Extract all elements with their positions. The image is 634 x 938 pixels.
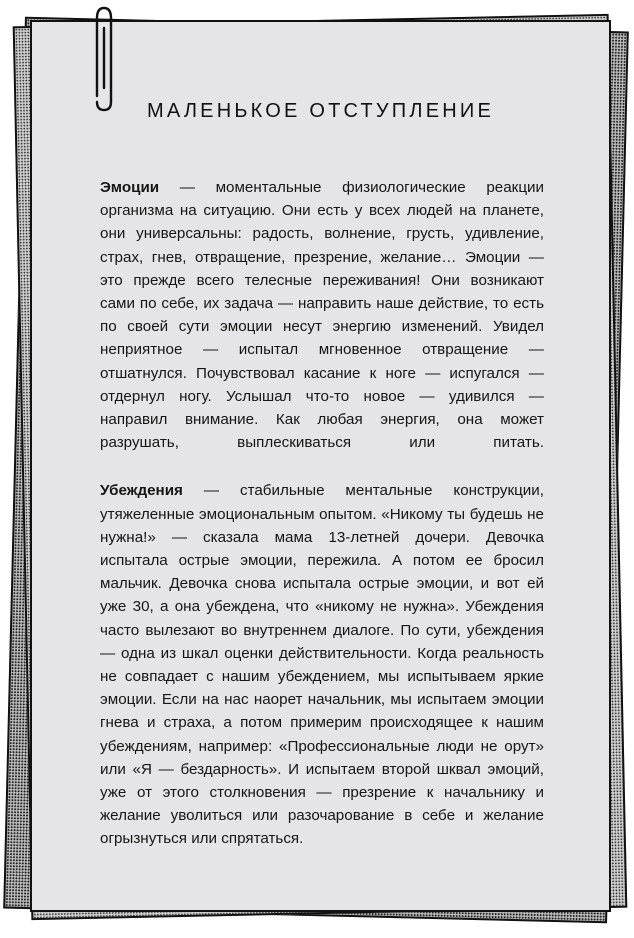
definition-emotions: — моментальные физиологические реакции организма на ситуацию. Они есть у всех людей на планете, они универсальны: радость, волнение, грусть, удивление, страх, гнев, отвращение, презрение, желание… Эмоции — это прежде всего телесные переживания! Они возникают сами по себе, их задача — направить наше действие, то есть по своей сути эмоции несут энергию изменений. Увидел неприятное — испытал мгновенное отвращение — отшатнулся. Почувствовал касание к ноге — испугался — отдернул ногу. Услышал что-то новое — удивился — направил внимание. Как любая энергия, она может разрушать, выплескиваться или питать. (100, 179, 544, 452)
paragraph-beliefs (100, 479, 544, 850)
paragraph-emotions (100, 176, 544, 454)
definition-beliefs: — стабильные ментальные конструкции, утяжеленные эмоциональным опытом. «Никому ты будешь не нужна!» — сказала мама 13-летней дочери. Девочка испытала острые эмоции, пережила. А потом ее бросил мальчик. Девочка снова испытала острые эмоции, и вот ей уже 30, а она убеждена, что «никому не нужна». Убеждения часто вылезают во внутреннем диалоге. По сути, убеждения — одна из шкал оценки действительности. Когда реальность не совпадает с нашим убеждением, мы испытываем яркие эмоции. Если на нас наорет начальник, мы испытаем эмоции гнева и страха, а потом примерим происходящее к нашим убеждениям, например: «Профессиональные люди не орут» или «Я — бездарность». И испытаем второй шквал эмоций, уже от этого столкновения — презрение к начальнику и желание уволиться или разочарование в себе и желание огрызнуться или спрятаться. (100, 482, 544, 848)
term-emotions: Эмоции (100, 179, 160, 196)
page-title: МАЛЕНЬКОЕ ОТСТУПЛЕНИЕ (146, 100, 495, 122)
term-beliefs: Убеждения (100, 482, 183, 500)
paperclip-icon (84, 4, 124, 114)
article-body (100, 176, 544, 876)
